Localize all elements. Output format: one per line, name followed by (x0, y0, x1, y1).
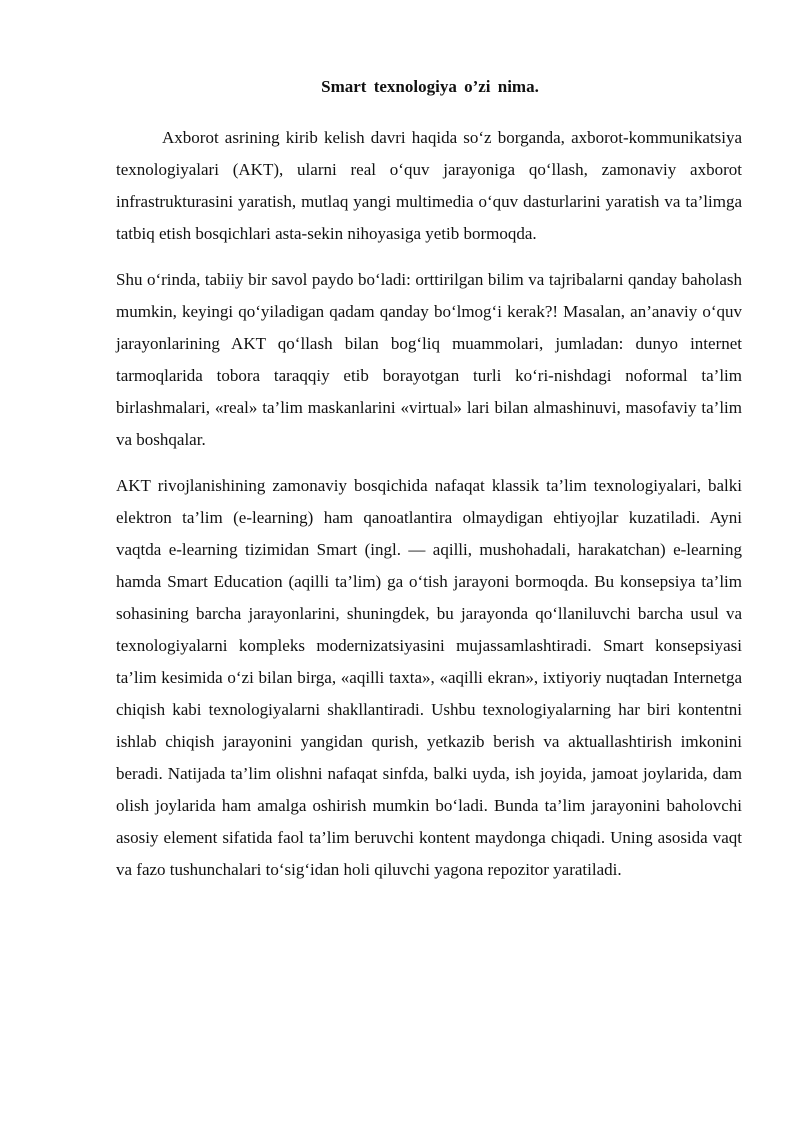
paragraph-1: Axborot asrining kirib kelish davri haqida so‘z borganda, axborot-kommunikatsiya texnologiyalari (AKT), ularni real o‘quv jarayoniga qo‘llash, zamonaviy axborot infrastrukturasini yaratish, mutlaq yangi multimedia o‘quv dasturlarini yaratish va ta’limga tatbiq etish bosqichlari asta-sekin nihoyasiga yetib bormoqda. (116, 128, 742, 243)
paragraph-3: AKT rivojlanishining zamonaviy bosqichida nafaqat klassik ta’lim texnologiyalari, balki elektron ta’lim (e-learning) ham qanoatlantira olmaydigan ehtiyojlar kuzatiladi. Ayni vaqtda e-learning tizimidan Smart (ingl. — aqilli, mushohadali, harakatchan) e-learning hamda Smart Education (aqilli ta’lim) ga o‘tish jarayoni bormoqda. Bu konsepsiya ta’lim sohasining barcha jarayonlarini, shuningdek, bu jarayonda qo‘llaniluvchi barcha usul va texnologiyalarni kompleks modernizatsiyasini mujassamlashtiradi. Smart konsepsiyasi ta’lim kesimida o‘zi bilan birga, «aqilli taxta», «aqilli ekran», ixtiyoriy nuqtadan Internetga chiqish kabi texnologiyalarni shakllantiradi. Ushbu texnologiyalarning har biri kontentni ishlab chiqish jarayonini yangidan qurish, yetkazib berish va aktuallashtirish imkonini beradi. Natijada ta’lim olishni nafaqat sinfda, balki uyda, ish joyida, jamoat joylarida, dam olish joylarida ham amalga oshirish mumkin bo‘ladi. Bunda ta’lim jarayonini baholovchi asosiy element sifatida faol ta’lim beruvchi kontent maydonga chiqadi. Uning asosida vaqt va fazo tushunchalari to‘sig‘idan holi qiluvchi yagona repozitor yaratiladi. (116, 476, 742, 879)
document-title: Smart texnologiya o’zi nima. (321, 77, 539, 96)
document-body (116, 122, 742, 900)
paragraph-2: Shu o‘rinda, tabiiy bir savol paydo bo‘ladi: orttirilgan bilim va tajribalarni qanday baholash mumkin, keyingi qo‘yiladigan qadam qanday bo‘lmog‘i kerak?! Masalan, an’anaviy o‘quv jarayonlarining AKT qo‘llash bilan bog‘liq muammolari, jumladan: dunyo internet tarmoqlarida tobora taraqqiy etib borayotgan turli ko‘ri-nishdagi noformal ta’lim birlashmalari, «real» ta’lim maskanlarini «virtual» lari bilan almashinuvi, masofaviy ta’lim va boshqalar. (116, 270, 742, 449)
